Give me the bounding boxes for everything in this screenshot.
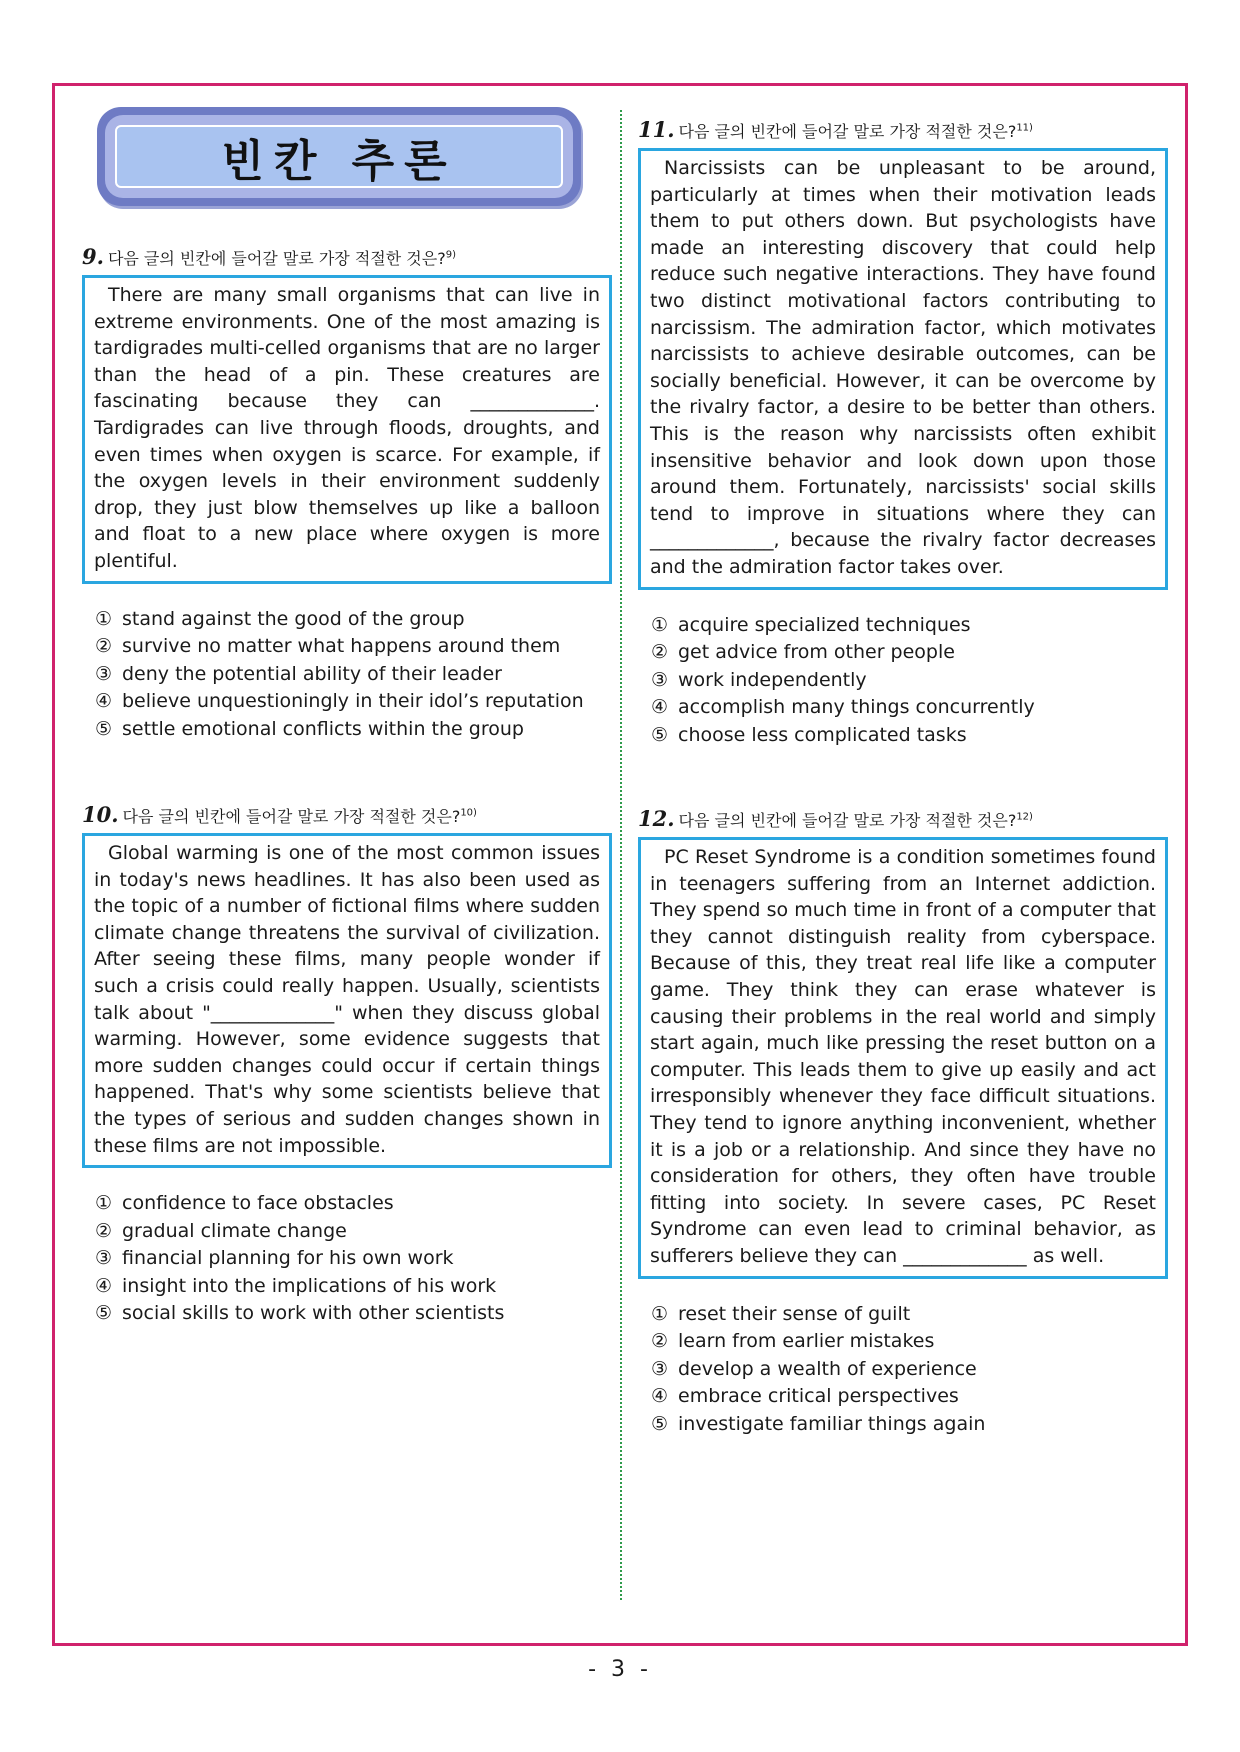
option-mark: ①	[95, 1192, 113, 1215]
option-text: confidence to face obstacles	[122, 1192, 394, 1215]
section-banner	[97, 107, 581, 206]
option-mark: ③	[651, 668, 669, 691]
option-mark: ④	[95, 1274, 113, 1297]
question-prompt: 다음 글의 빈칸에 들어갈 말로 가장 적절한 것은?	[678, 122, 1017, 141]
question-10	[82, 802, 612, 1328]
option-mark: ③	[95, 1247, 113, 1270]
option-text: deny the potential ability of their leader	[122, 662, 502, 685]
option-1[interactable]	[651, 612, 1168, 640]
option-text: gradual climate change	[122, 1219, 347, 1242]
answer-options	[638, 612, 1168, 750]
option-text: financial planning for his own work	[122, 1247, 454, 1270]
option-text: insight into the implications of his work	[122, 1274, 497, 1297]
option-5[interactable]	[95, 1300, 612, 1328]
option-2[interactable]	[651, 639, 1168, 667]
option-text: choose less complicated tasks	[678, 723, 967, 746]
option-mark: ③	[95, 662, 113, 685]
question-9	[82, 244, 612, 743]
option-text: develop a wealth of experience	[678, 1357, 977, 1380]
answer-options	[82, 1190, 612, 1328]
option-1[interactable]	[651, 1301, 1168, 1329]
option-mark: ①	[95, 607, 113, 630]
question-header	[638, 806, 1168, 831]
option-text: get advice from other people	[678, 641, 955, 663]
footnote-ref: 12)	[1016, 811, 1033, 823]
question-12	[638, 806, 1168, 1438]
option-3[interactable]	[651, 667, 1168, 695]
option-mark: ②	[651, 641, 669, 663]
question-number: 11.	[638, 117, 675, 142]
footnote-ref: 10)	[460, 807, 477, 819]
option-2[interactable]	[95, 633, 612, 661]
option-3[interactable]	[95, 661, 612, 689]
option-text: believe unquestioningly in their idol’s reputation	[122, 690, 584, 713]
question-number: 9.	[82, 244, 104, 269]
option-mark: ④	[95, 690, 113, 713]
option-text: work independently	[678, 668, 867, 691]
question-number: 10.	[82, 802, 119, 827]
footnote-ref: 9)	[445, 249, 456, 261]
option-4[interactable]	[651, 694, 1168, 722]
option-text: investigate familiar things again	[678, 1412, 986, 1435]
option-1[interactable]	[95, 606, 612, 634]
question-header	[638, 117, 1168, 142]
column-divider	[620, 110, 622, 1600]
option-text: accomplish many things concurrently	[678, 696, 1035, 718]
option-5[interactable]	[651, 1411, 1168, 1439]
answer-options	[82, 606, 612, 744]
option-mark: ②	[651, 1330, 669, 1352]
option-2[interactable]	[651, 1328, 1168, 1356]
option-3[interactable]	[95, 1245, 612, 1273]
question-prompt: 다음 글의 빈칸에 들어갈 말로 가장 적절한 것은?	[678, 811, 1017, 830]
question-header	[82, 244, 612, 269]
option-5[interactable]	[651, 722, 1168, 750]
option-5[interactable]	[95, 716, 612, 744]
page-number: - 3 -	[588, 1657, 652, 1682]
question-prompt: 다음 글의 빈칸에 들어갈 말로 가장 적절한 것은?	[122, 807, 461, 826]
option-3[interactable]	[651, 1356, 1168, 1384]
passage-box: PC Reset Syndrome is a condition sometimes found in teenagers suffering from an Internet addiction. They spend so much time in front of a computer that they cannot distinguish reality from cyberspace. Because of this, they treat real life like a computer game. They think they can erase whatever is causing their problems in the real world and simply start again, much like pressing the reset button on a computer. This leads them to give up easily and act irresponsibly whenever they face difficult situations. They tend to ignore anything inconvenient, whether it is a job or a relationship. And since they have no consideration for others, they often have trouble fitting into society. In severe cases, PC Reset Syndrome can even lead to criminal behavior, as sufferers believe they can _____________ as well.	[638, 837, 1168, 1279]
option-mark: ⑤	[651, 723, 669, 746]
option-2[interactable]	[95, 1218, 612, 1246]
option-mark: ①	[651, 1302, 669, 1325]
option-mark: ②	[95, 635, 113, 658]
option-1[interactable]	[95, 1190, 612, 1218]
option-mark: ⑤	[95, 1302, 113, 1325]
question-number: 12.	[638, 806, 675, 831]
option-mark: ⑤	[651, 1412, 669, 1435]
question-prompt: 다음 글의 빈칸에 들어갈 말로 가장 적절한 것은?	[107, 249, 446, 268]
option-text: settle emotional conflicts within the group	[122, 717, 524, 740]
option-mark: ④	[651, 1385, 669, 1407]
footnote-ref: 11)	[1016, 122, 1033, 134]
option-mark: ②	[95, 1219, 113, 1242]
passage-box: Narcissists can be unpleasant to be around, particularly at times when their motivation leads them to put others down. But psychologists have made an interesting discovery that could help reduce such negative interactions. They have found two distinct motivational factors contributing to narcissism. The admiration factor, which motivates narcissists to achieve desirable outcomes, can be socially beneficial. However, it can be overcome by the rivalry factor, a desire to be better than others. This is the reason why narcissists often exhibit insensitive behavior and look down upon those around them. Fortunately, narcissists' social skills tend to improve in situations where they can _____________, because the rivalry factor decreases and the admiration factor takes over.	[638, 148, 1168, 590]
option-text: survive no matter what happens around them	[122, 635, 561, 658]
question-11	[638, 117, 1168, 749]
option-mark: ③	[651, 1357, 669, 1380]
option-4[interactable]	[95, 1273, 612, 1301]
passage-box: There are many small organisms that can live in extreme environments. One of the most amazing is tardigrades multi-celled organisms that are no larger than the head of a pin. These creatures are fascinating because they can _____________. Tardigrades can live through floods, droughts, and even times when oxygen is scarce. For example, if the oxygen levels in their environment suddenly drop, they just blow themselves up like a balloon and float to a new place where oxygen is more plentiful.	[82, 275, 612, 584]
option-4[interactable]	[651, 1383, 1168, 1411]
option-text: embrace critical perspectives	[678, 1385, 959, 1407]
answer-options	[638, 1301, 1168, 1439]
option-text: learn from earlier mistakes	[678, 1330, 935, 1352]
option-text: social skills to work with other scientists	[122, 1302, 505, 1325]
option-4[interactable]	[95, 688, 612, 716]
option-mark: ④	[651, 696, 669, 718]
option-text: acquire specialized techniques	[678, 613, 971, 636]
option-text: reset their sense of guilt	[678, 1302, 911, 1325]
section-title: 빈칸 추론	[221, 135, 457, 187]
option-text: stand against the good of the group	[122, 607, 465, 630]
option-mark: ⑤	[95, 717, 113, 740]
passage-box: Global warming is one of the most common issues in today's news headlines. It has also been used as the topic of a number of fictional films where sudden climate change threatens the survival of civilization. After seeing these films, many people wonder if such a crisis could really happen. Usually, scientists talk about "_____________" when they discuss global warming. However, some evidence suggests that more sudden changes could occur if certain things happened. That's why some scientists believe that the types of serious and sudden changes shown in these films are not impossible.	[82, 833, 612, 1168]
option-mark: ①	[651, 613, 669, 636]
question-header	[82, 802, 612, 827]
